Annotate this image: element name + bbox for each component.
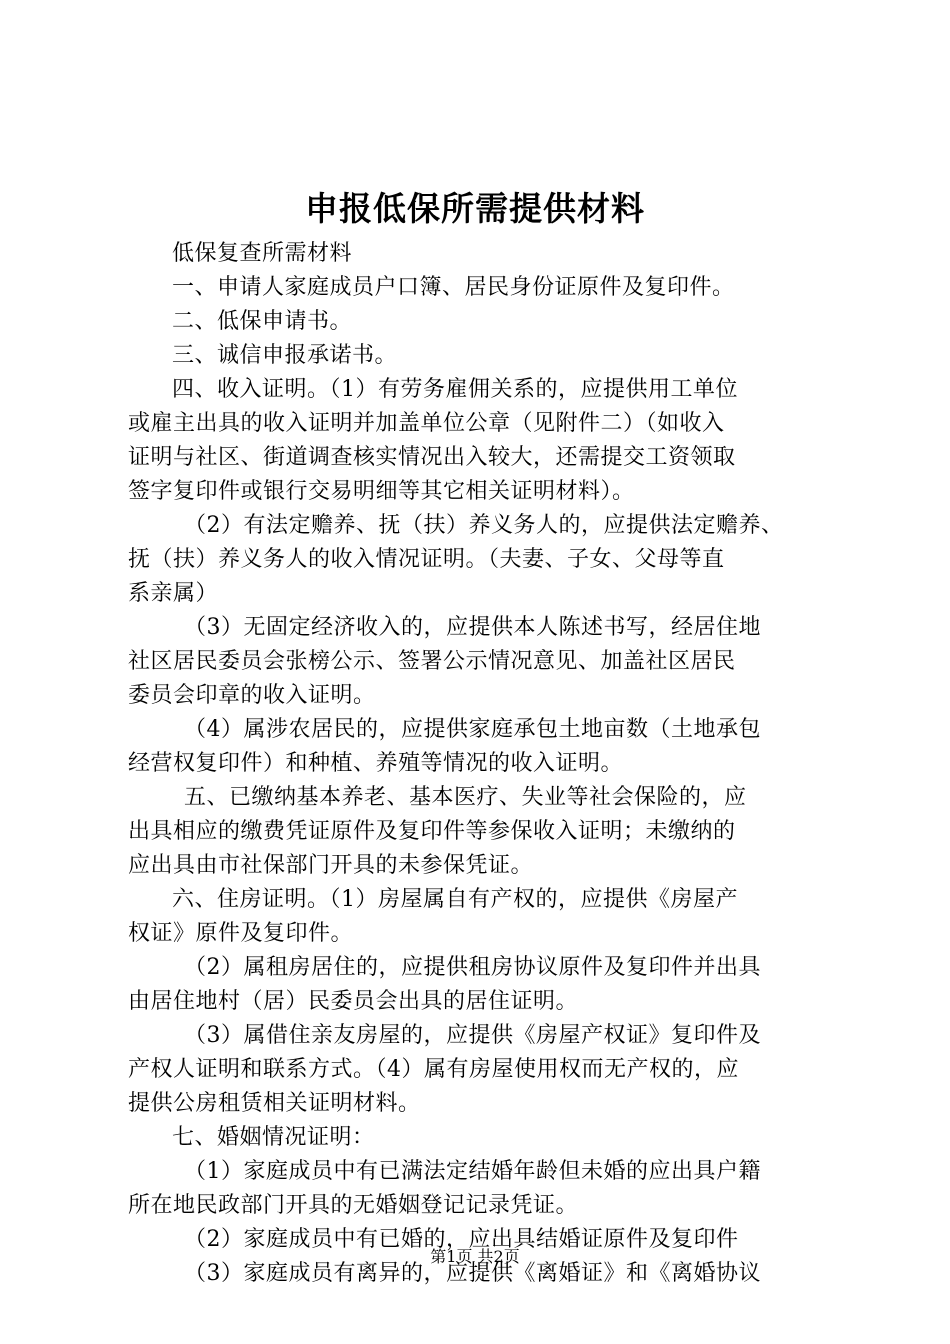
body-line: 应出具由市社保部门开具的未参保凭证。 xyxy=(128,853,534,878)
body-line: 四、收入证明。（1）有劳务雇佣关系的，应提供用工单位 xyxy=(172,377,738,402)
body-line: 低保复查所需材料 xyxy=(172,241,353,266)
document-title: 申报低保所需提供材料 xyxy=(305,189,645,228)
body-line: 系亲属） xyxy=(128,581,219,606)
body-line: 提供公房租赁相关证明材料。 xyxy=(128,1091,421,1116)
body-line: 签字复印件或银行交易明细等其它相关证明材料）。 xyxy=(128,479,635,504)
body-line: （1）家庭成员中有已满法定结婚年龄但未婚的应出具户籍 xyxy=(184,1159,761,1184)
body-line: 抚（扶）养义务人的收入情况证明。（夫妻、子女、父母等直 xyxy=(128,547,725,572)
body-line: 五、已缴纳基本养老、基本医疗、失业等社会保险的，应 xyxy=(184,785,747,810)
body-line: 七、婚姻情况证明： xyxy=(172,1125,375,1150)
body-line: （2）有法定赡养、抚（扶）养义务人的，应提供法定赡养、 xyxy=(184,513,784,538)
body-line: 出具相应的缴费凭证原件及复印件等参保收入证明；未缴纳的 xyxy=(128,819,736,844)
body-line: 委员会印章的收入证明。 xyxy=(128,683,376,708)
document-body xyxy=(128,237,840,1291)
body-line: 产权人证明和联系方式。（4）属有房屋使用权而无产权的，应 xyxy=(128,1057,739,1082)
body-line: 或雇主出具的收入证明并加盖单位公章（见附件二）（如收入 xyxy=(128,411,725,436)
body-line: 二、低保申请书。 xyxy=(172,309,353,334)
body-line: 一、申请人家庭成员户口簿、居民身份证原件及复印件。 xyxy=(172,275,735,300)
body-line: （3）家庭成员有离异的，应提供《离婚证》和《离婚协议 xyxy=(184,1261,761,1286)
body-line: 所在地民政部门开具的无婚姻登记记录凭证。 xyxy=(128,1193,579,1218)
body-line: （2）家庭成员中有已婚的，应出具结婚证原件及复印件 xyxy=(184,1227,739,1252)
body-line: 六、住房证明。（1）房屋属自有产权的，应提供《房屋产 xyxy=(172,887,738,912)
body-line: （3）无固定经济收入的，应提供本人陈述书写，经居住地 xyxy=(184,615,761,640)
body-line: 经营权复印件）和种植、养殖等情况的收入证明。 xyxy=(128,751,624,776)
page-number: 第1页 共2页 xyxy=(430,1247,520,1266)
body-line: 权证》原件及复印件。 xyxy=(128,921,354,946)
body-line: 三、诚信申报承诺书。 xyxy=(172,343,398,368)
body-line: 证明与社区、街道调查核实情况出入较大，还需提交工资领取 xyxy=(128,445,736,470)
body-line: （4）属涉农居民的，应提供家庭承包土地亩数（土地承包 xyxy=(184,717,761,742)
body-line: 由居住地村（居）民委员会出具的居住证明。 xyxy=(128,989,579,1014)
body-line: （3）属借住亲友房屋的，应提供《房屋产权证》复印件及 xyxy=(184,1023,761,1048)
body-line: （2）属租房居住的，应提供租房协议原件及复印件并出具 xyxy=(184,955,761,980)
body-line: 社区居民委员会张榜公示、签署公示情况意见、加盖社区居民 xyxy=(128,649,736,674)
